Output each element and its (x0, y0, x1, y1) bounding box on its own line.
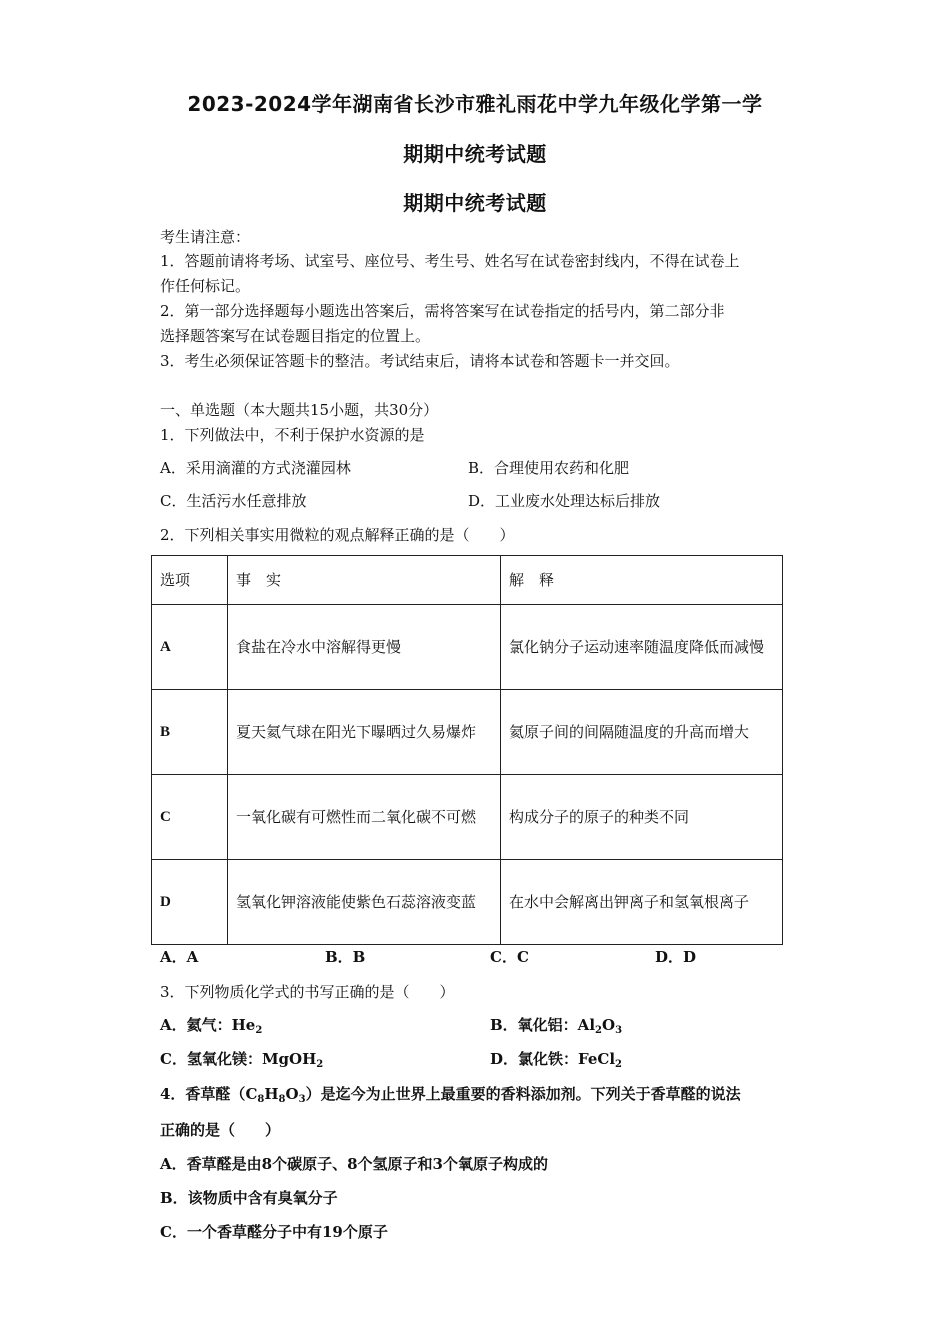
table-cell-option: B (152, 690, 228, 775)
notice-item-3: 3．考生必须保证答题卡的整洁。考试结束后，请将本试卷和答题卡一并交回。 (160, 352, 680, 370)
notice-item-2-line-1: 2．第一部分选择题每小题选出答案后，需将答案写在试卷指定的括号内，第二部分非 (160, 302, 725, 320)
question-1-option-a: A．采用滴灌的方式浇灌园林 (160, 459, 351, 477)
table-cell-fact: 夏天氦气球在阳光下曝晒过久易爆炸 (228, 690, 501, 775)
table-cell-option: A (152, 605, 228, 690)
table-cell-fact: 食盐在冷水中溶解得更慢 (228, 605, 501, 690)
question-4-stem-line-1: 4．香草醛$(C_8H_8O_3)$是迄今为止世界上最重要的香料添加剂。下列关于香草醛的说法 (160, 1085, 741, 1105)
table-cell-option: C (152, 775, 228, 860)
table-cell-option: D (152, 860, 228, 945)
question-1-option-c: C．生活污水任意排放 (160, 492, 307, 510)
table-header-fact: 事 实 (228, 556, 501, 605)
question-4-option-c: C．一个香草醛分子中有19个原子 (160, 1223, 388, 1241)
table-header-option: 选项 (152, 556, 228, 605)
section-heading: 一、单选题（本大题共15小题，共30分） (160, 401, 439, 419)
question-1-option-b: B．合理使用农药和化肥 (468, 459, 630, 477)
question-4-stem-line-2: 正确的是（ ） (160, 1121, 281, 1139)
question-2-option-c: C．C (490, 948, 529, 966)
table-row (152, 860, 783, 945)
notice-item-1-line-1: 1．答题前请将考场、试室号、座位号、考生号、姓名写在试卷密封线内，不得在试卷上 (160, 252, 740, 270)
question-3-option-d: D．氯化铁：FeCl$_2$ (490, 1050, 622, 1070)
table-cell-fact: 氢氧化钾溶液能使紫色石蕊溶液变蓝 (228, 860, 501, 945)
table-cell-explanation: 在水中会解离出钾离子和氢氧根离子 (501, 860, 783, 945)
table-cell-explanation: 构成分子的原子的种类不同 (501, 775, 783, 860)
table-header-explanation: 解 释 (501, 556, 783, 605)
exam-title-line-1: 2023-2024学年湖南省长沙市雅礼雨花中学九年级化学第一学 (187, 92, 763, 116)
question-1-stem: 1．下列做法中，不利于保护水资源的是 (160, 426, 425, 444)
question-2-option-a: A．A (160, 948, 199, 966)
question-2-table (151, 555, 783, 945)
notice-heading: 考生请注意： (160, 228, 251, 246)
exam-title-line-3: 期期中统考试题 (403, 191, 547, 215)
exam-title-line-2: 期期中统考试题 (403, 142, 547, 166)
table-cell-fact: 一氧化碳有可燃性而二氧化碳不可燃 (228, 775, 501, 860)
question-3-option-c: C．氢氧化镁：MgOH$_2$ (160, 1050, 324, 1070)
notice-item-2-line-2: 选择题答案写在试卷题目指定的位置上。 (160, 327, 431, 345)
question-4-option-b: B．该物质中含有臭氧分子 (160, 1189, 338, 1207)
table-row (152, 690, 783, 775)
question-2-stem: 2．下列相关事实用微粒的观点解释正确的是（ ） (160, 526, 515, 544)
table-header-row (152, 556, 783, 605)
table-cell-explanation: 氦原子间的间隔随温度的升高而增大 (501, 690, 783, 775)
question-3-stem: 3．下列物质化学式的书写正确的是（ ） (160, 983, 455, 1001)
table-row (152, 605, 783, 690)
question-2-option-b: B．B (325, 948, 366, 966)
question-1-option-d: D．工业废水处理达标后排放 (468, 492, 661, 510)
notice-item-1-line-2: 作任何标记。 (160, 277, 251, 295)
question-3-option-b: B．氧化铝：$Al_2O_3$ (490, 1016, 623, 1036)
question-2-option-d: D．D (655, 948, 697, 966)
question-4-option-a: A．香草醛是由8个碳原子、8个氢原子和3个氧原子构成的 (160, 1155, 548, 1173)
question-3-option-a: A．氦气：$He_2$ (160, 1016, 263, 1036)
table-row (152, 775, 783, 860)
table-cell-explanation: 氯化钠分子运动速率随温度降低而减慢 (501, 605, 783, 690)
